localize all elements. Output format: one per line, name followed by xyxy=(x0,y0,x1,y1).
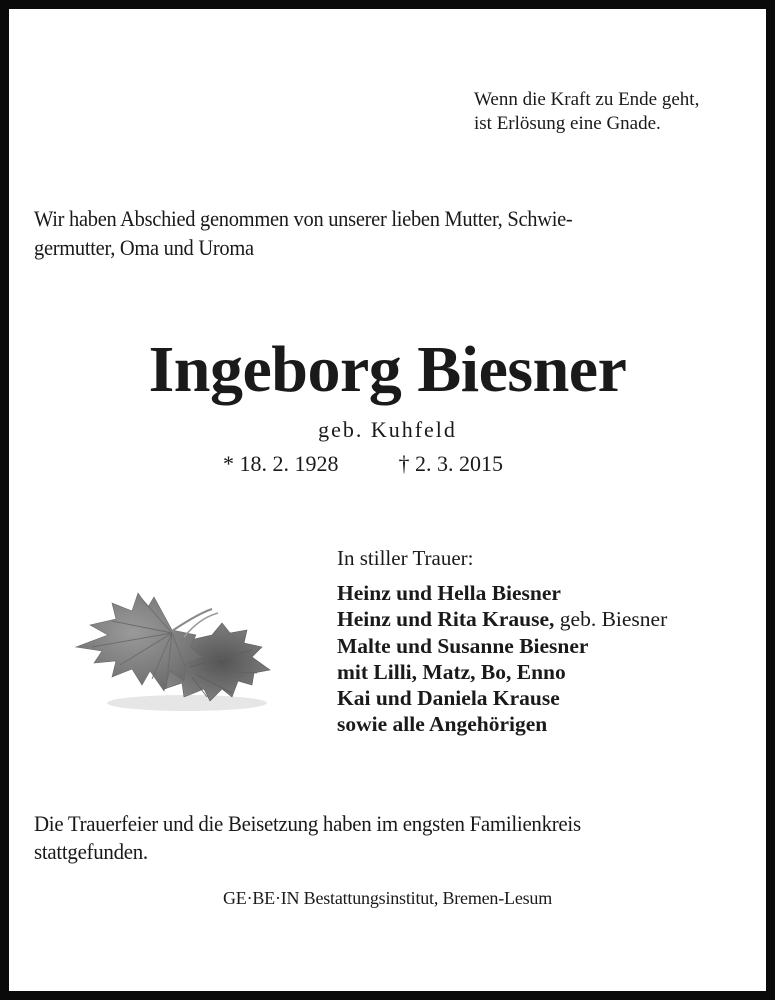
birth-date: * 18. 2. 1928 xyxy=(223,451,339,476)
motto-line: ist Erlösung eine Gnade. xyxy=(474,113,661,134)
mourner-name: sowie alle Angehörigen xyxy=(337,712,548,737)
mourner-entry xyxy=(337,685,667,711)
mourner-entry xyxy=(337,580,667,606)
mourner-entry xyxy=(337,606,667,632)
mourner-name: Heinz und Hella Biesner xyxy=(337,581,561,605)
closing-text xyxy=(34,810,581,866)
closing-line: stattgefunden. xyxy=(34,839,148,864)
closing-line: Die Trauerfeier und die Beisetzung haben im engsten Familienkreis xyxy=(34,811,581,836)
maple-leaves-icon xyxy=(72,585,282,720)
undertaker-credit: GE·BE·IN Bestattungsinstitut, Bremen-Lesum xyxy=(222,888,553,908)
mourner-name: mit Lilli, Matz, Bo, Enno xyxy=(337,659,566,684)
mourner-entry xyxy=(337,633,667,659)
motto-line: Wenn die Kraft zu Ende geht, xyxy=(474,89,700,110)
mourner-name: Heinz und Rita Krause, xyxy=(337,607,555,632)
mourner-entry xyxy=(337,711,667,737)
deceased-name: Ingeborg Biesner xyxy=(148,333,627,406)
death-date: † 2. 3. 2015 xyxy=(398,451,503,476)
mourners-label: In stiller Trauer: xyxy=(337,546,474,570)
maiden-name: geb. Kuhfeld xyxy=(318,417,457,442)
intro-text xyxy=(34,204,572,262)
intro-line: Wir haben Abschied genommen von unserer lieben Mutter, Schwie- xyxy=(34,206,573,231)
mourner-entry xyxy=(337,659,667,685)
mourner-name: Kai und Daniela Krause xyxy=(337,686,560,711)
motto-quote xyxy=(474,88,699,136)
intro-line: germutter, Oma und Uroma xyxy=(34,235,254,260)
mourners-list xyxy=(337,580,667,738)
life-dates xyxy=(223,450,503,478)
mourner-note: geb. Biesner xyxy=(554,607,668,632)
mourner-name: Malte und Susanne Biesner xyxy=(337,633,589,658)
